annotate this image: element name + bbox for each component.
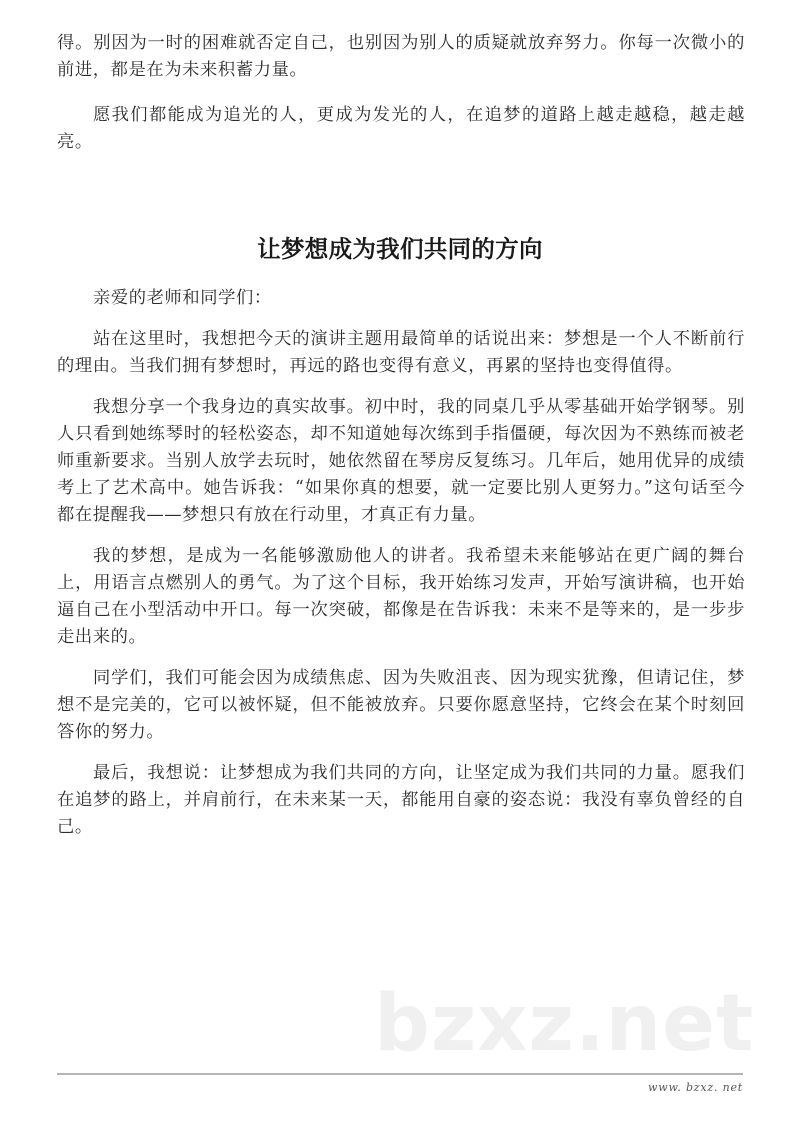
previous-section-text [57, 30, 745, 156]
paragraph: 最后，我想说：让梦想成为我们共同的方向，让坚定成为我们共同的力量。愿我们在追梦的路上，并肩前行，在未来某一天，都能用自豪的姿态说：我没有辜负曾经的自己。 [57, 763, 745, 837]
speech-body [57, 285, 745, 841]
paragraph: 同学们，我们可能会因为成绩焦虑、因为失败沮丧、因为现实犹豫，但请记住，梦想不是完美的，它可以被怀疑，但不能被放弃。只要你愿意坚持，它终会在某个时刻回答你的努力。 [57, 668, 745, 742]
watermark: bzxz.net [374, 979, 755, 1069]
paragraph: 我想分享一个我身边的真实故事。初中时，我的同桌几乎从零基础开始学钢琴。别人只看到她练琴时的轻松姿态，却不知道她每次练到手指僵硬，每次因为不熟练而被老师重新要求。当别人放学去玩时，她依然留在琴房反复练习。几年后，她用优异的成绩考上了艺术高中。她告诉我：“如果你真的想要，就一定要比别人更努力。”这句话至今都在提醒我——梦想只有放在行动里，才真正有力量。 [57, 397, 745, 525]
paragraph: 我的梦想，是成为一名能够激励他人的讲者。我希望未来能够站在更广阔的舞台上，用语言点燃别人的勇气。为了这个目标，我开始练习发声，开始写演讲稿，也开始逼自己在小型活动中开口。每一次突破，都像是在告诉我：未来不是等来的，是一步步走出来的。 [57, 546, 745, 647]
speech-title: 让梦想成为我们共同的方向 [257, 235, 543, 263]
footer-divider [57, 1073, 743, 1075]
paragraph: 愿我们都能成为追光的人，更成为发光的人，在追梦的道路上越走越稳，越走越亮。 [57, 105, 745, 152]
paragraph: 站在这里时，我想把今天的演讲主题用最简单的话说出来：梦想是一个人不断前行的理由。当我们拥有梦想时，再远的路也变得有意义，再累的坚持也变得值得。 [57, 329, 745, 376]
footer-url: www. bzxz. net [648, 1081, 743, 1094]
greeting: 亲爱的老师和同学们： [93, 288, 272, 308]
paragraph: 得。别因为一时的困难就否定自己，也别因为别人的质疑就放弃努力。你每一次微小的前进，都是在为未来积蓄力量。 [57, 33, 745, 80]
